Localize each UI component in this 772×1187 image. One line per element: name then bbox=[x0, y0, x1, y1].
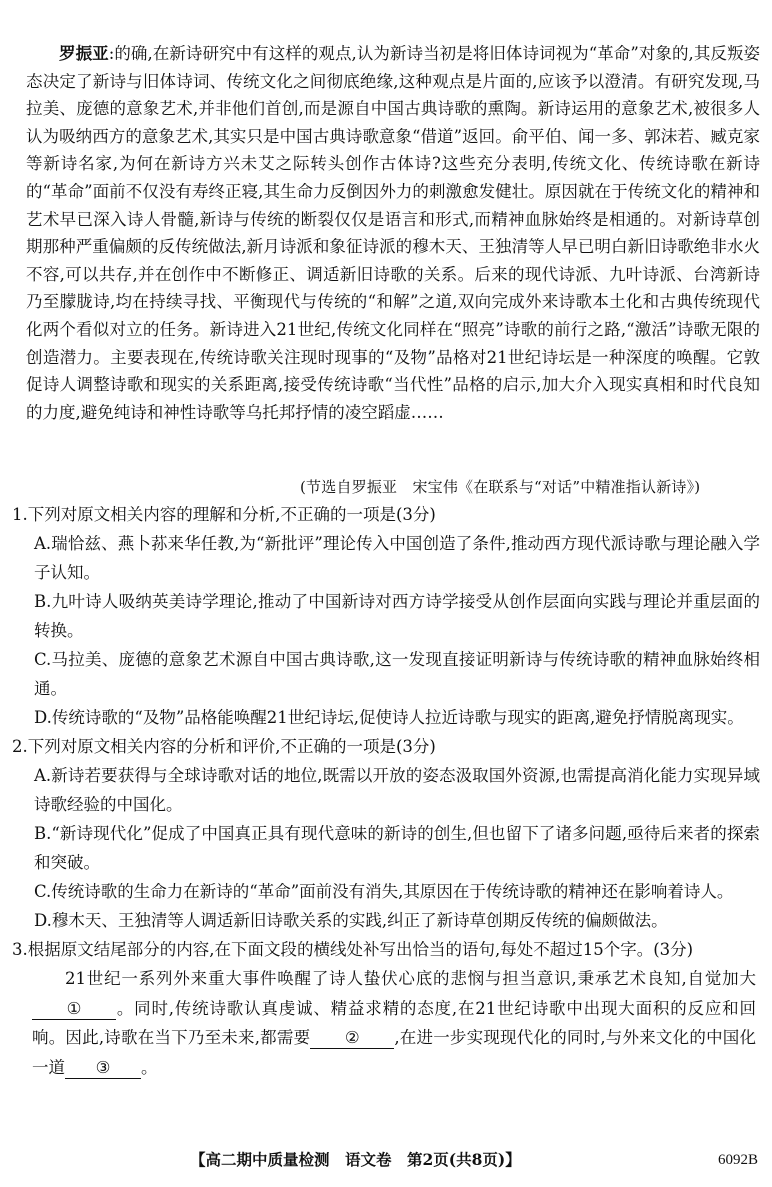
question-stem: 2.下列对原文相关内容的分析和评价,不正确的一项是(3分) bbox=[12, 737, 436, 756]
option-a: A.新诗若要获得与全球诗歌对话的地位,既需以开放的姿态汲取国外资源,也需提高消化能力实现异域诗歌经验的中国化。 bbox=[34, 766, 760, 814]
option-a: A.瑞恰兹、燕卜荪来华任教,为“新批评”理论传入中国创造了条件,推动西方现代派诗歌与理论融入学子认知。 bbox=[34, 534, 760, 582]
fill-in-paragraph bbox=[12, 964, 760, 1082]
answer-blank-3[interactable]: ③ bbox=[65, 1058, 141, 1079]
option-c: C.马拉美、庞德的意象艺术源自中国古典诗歌,这一发现直接证明新诗与传统诗歌的精神血脉始终相通。 bbox=[34, 650, 760, 698]
question-stem: 3.根据原文结尾部分的内容,在下面文段的横线处补写出恰当的语句,每处不超过15个字。(3分) bbox=[12, 940, 694, 959]
option-c: C.传统诗歌的生命力在新诗的“革命”面前没有消失,其原因在于传统诗歌的精神还在影响着诗人。 bbox=[34, 882, 734, 901]
footer-title: 【高二期中质量检测 语文卷 第2页(共8页)】 bbox=[190, 1150, 521, 1169]
question-stem: 1.下列对原文相关内容的理解和分析,不正确的一项是(3分) bbox=[12, 505, 436, 524]
option-d: D.穆木天、王独清等人调适新旧诗歌关系的实践,纠正了新诗草创期反传统的偏颇做法。 bbox=[34, 911, 668, 930]
question-2 bbox=[12, 732, 760, 935]
exam-code: 6092B bbox=[717, 1152, 758, 1168]
answer-blank-1[interactable]: ① bbox=[32, 999, 116, 1020]
fill-text-1: 21世纪一系列外来重大事件唤醒了诗人蛰伏心底的悲悯与担当意识,秉承艺术良知,自觉加大 bbox=[65, 969, 756, 988]
question-1 bbox=[12, 500, 760, 732]
reading-passage bbox=[26, 40, 760, 426]
fill-text-2: 。同时,传统诗歌认真虔诚、精益求精的态度,在21世纪诗歌中出现大面积的反应和回响。因此,诗歌在当下乃至未来,都需要 bbox=[32, 998, 756, 1048]
question-3 bbox=[12, 935, 760, 1082]
passage-source: (节选自罗振亚 宋宝伟《在联系与“对话”中精准指认新诗》) bbox=[300, 478, 701, 496]
option-b: B.“新诗现代化”促成了中国真正具有现代意味的新诗的创生,但也留下了诸多问题,亟待后来者的探索和突破。 bbox=[34, 824, 760, 872]
fill-text-3: ,在进一步实现现代化的同时,与外来文化的中国化一道 bbox=[32, 1028, 756, 1077]
fill-text-4: 。 bbox=[141, 1057, 158, 1077]
page-footer bbox=[0, 1148, 772, 1172]
answer-blank-2[interactable]: ② bbox=[310, 1028, 394, 1049]
option-d: D.传统诗歌的“及物”品格能唤醒21世纪诗坛,促使诗人拉近诗歌与现实的距离,避免抒情脱离现实。 bbox=[34, 708, 744, 727]
passage-text: :的确,在新诗研究中有这样的观点,认为新诗当初是将旧体诗词视为“革命”对象的,其反叛姿态决定了新诗与旧体诗词、传统文化之间彻底绝缘,这种观点是片面的,应该予以澄清。有研究发现,马拉美、庞德的意象艺术,并非他们首创,而是源自中国古典诗歌的熏陶。新诗运用的意象艺术,被很多人认为吸纳西方的意象艺术,其实只是中国古典诗歌意象“借道”返回。俞平伯、闻一多、郭沫若、臧克家等新诗名家,为何在新诗方兴未艾之际转头创作古体诗?这些充分表明,传统文化、传统诗歌在新诗的“革命”面前不仅没有寿终正寝,其生命力反倒因外力的刺激愈发健壮。原因就在于传统文化的精神和艺术早已深入诗人骨髓,新诗与传统的断裂仅仅是语言和形式,而精神血脉始终是相通的。对新诗草创期那种严重偏颇的反传统做法,新月诗派和象征诗派的穆木天、王独清等人早已明白新旧诗歌绝非水火不容,可以共存,并在创作中不断修正、调适新旧诗歌的关系。后来的现代诗派、九叶诗派、台湾新诗乃至朦胧诗,均在持续寻找、平衡现代与传统的“和解”之道,双向完成外来诗歌本土化和古典传统现代化两个看似对立的任务。新诗进入21世纪,传统文化同样在“照亮”诗歌的前行之路,“激活”诗歌无限的创造潜力。主要表现在,传统诗歌关注现时现事的“及物”品格对21世纪诗坛是一种深度的唤醒。它敦促诗人调整诗歌和现实的关系距离,接受传统诗歌“当代性”品格的启示,加大介入现实真相和时代良知的力度,避免纯诗和神性诗歌等乌托邦抒情的凌空蹈虚…… bbox=[26, 44, 761, 422]
question-list bbox=[12, 500, 760, 1082]
speaker-name: 罗振亚 bbox=[59, 44, 109, 63]
option-b: B.九叶诗人吸纳英美诗学理论,推动了中国新诗对西方诗学接受从创作层面向实践与理论并重层面的转换。 bbox=[34, 592, 760, 640]
